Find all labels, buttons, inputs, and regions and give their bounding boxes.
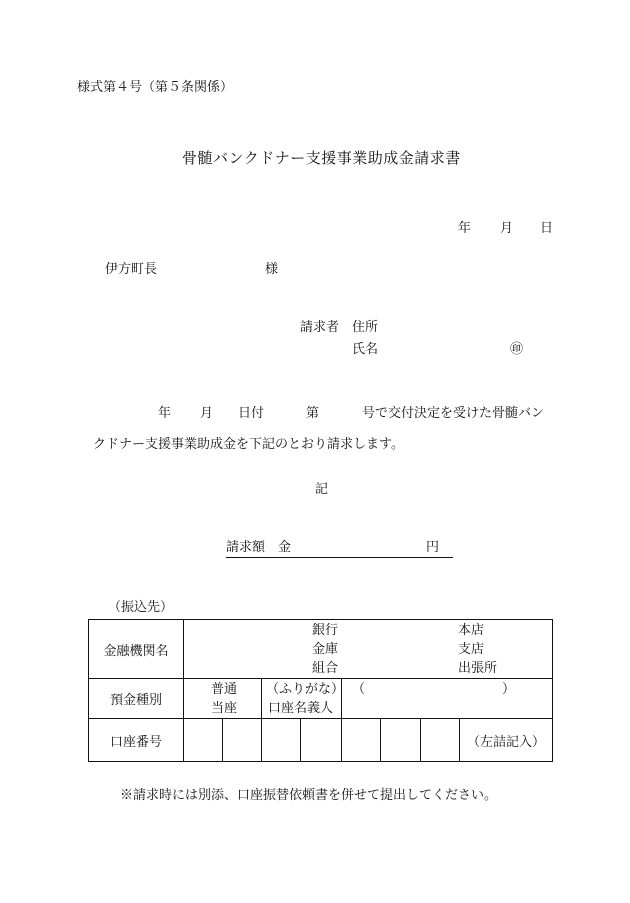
amount-label: 請求額 金	[226, 540, 292, 555]
furigana-label: （ふりがな）	[266, 682, 345, 697]
date-day: 日	[540, 221, 554, 236]
account-type-futsu: 普通	[211, 682, 238, 697]
branch-branch: 支店	[458, 642, 485, 657]
institution-type-shinkin: 金庫	[312, 642, 339, 657]
furigana-paren-close: ）	[502, 682, 516, 697]
footnote: ※請求時には別添、口座振替依頼書を併せて提出してください。	[120, 788, 498, 803]
seal-mark: ㊞	[510, 342, 524, 357]
account-type-row	[89, 679, 553, 719]
claimant-label: 請求者	[300, 320, 340, 335]
institution-row	[89, 620, 553, 679]
form-number: 様式第４号（第５条関係）	[77, 80, 234, 95]
holder-label-cell	[262, 679, 345, 719]
branch-head-office: 本店	[458, 623, 485, 638]
left-justify-note: （左詰記入）	[460, 719, 553, 762]
bank-transfer-table	[88, 619, 553, 762]
addressee-honorific: 様	[265, 262, 279, 277]
account-digit-4[interactable]	[301, 719, 342, 762]
account-type-toza: 当座	[211, 701, 238, 716]
ki-heading: 記	[315, 482, 329, 497]
date-month: 月	[500, 221, 514, 236]
transfer-caption: （振込先）	[108, 600, 174, 615]
account-digit-7[interactable]	[421, 719, 460, 762]
claimant-name-label: 氏名	[352, 342, 379, 357]
amount-unit: 円	[426, 540, 440, 555]
account-type-options-cell[interactable]	[184, 679, 262, 719]
date-year: 年	[458, 221, 472, 236]
claimant-address-label: 住所	[352, 320, 379, 335]
account-digit-1[interactable]	[184, 719, 223, 762]
institution-type-kumiai: 組合	[312, 661, 339, 676]
account-number-row	[89, 719, 553, 762]
account-number-label: 口座番号	[89, 719, 184, 762]
account-digit-6[interactable]	[381, 719, 421, 762]
body-month: 月	[200, 406, 214, 421]
account-digit-5[interactable]	[342, 719, 381, 762]
furigana-paren-open: （	[352, 682, 366, 697]
addressee-name: 伊方町長	[105, 262, 158, 277]
body-line1-rest: 号で交付決定を受けた骨髄バン	[362, 406, 545, 421]
holder-input-cell[interactable]	[342, 679, 553, 719]
institution-label: 金融機関名	[89, 620, 184, 679]
document-title: 骨髄バンクドナー支援事業助成金請求書	[182, 149, 461, 167]
body-year: 年	[158, 406, 172, 421]
body-day-suffix: 日付	[238, 406, 265, 421]
institution-type-bank: 銀行	[312, 623, 339, 638]
holder-label: 口座名義人	[268, 701, 334, 716]
account-type-label: 預金種別	[89, 679, 184, 719]
account-digit-3[interactable]	[262, 719, 301, 762]
amount-line	[226, 540, 453, 558]
branch-sub-office: 出張所	[458, 661, 498, 676]
institution-cell[interactable]	[184, 620, 553, 679]
account-digit-2[interactable]	[223, 719, 262, 762]
body-number-prefix: 第	[306, 406, 320, 421]
body-line2: クドナー支援事業助成金を下記のとおり請求します。	[93, 437, 404, 452]
